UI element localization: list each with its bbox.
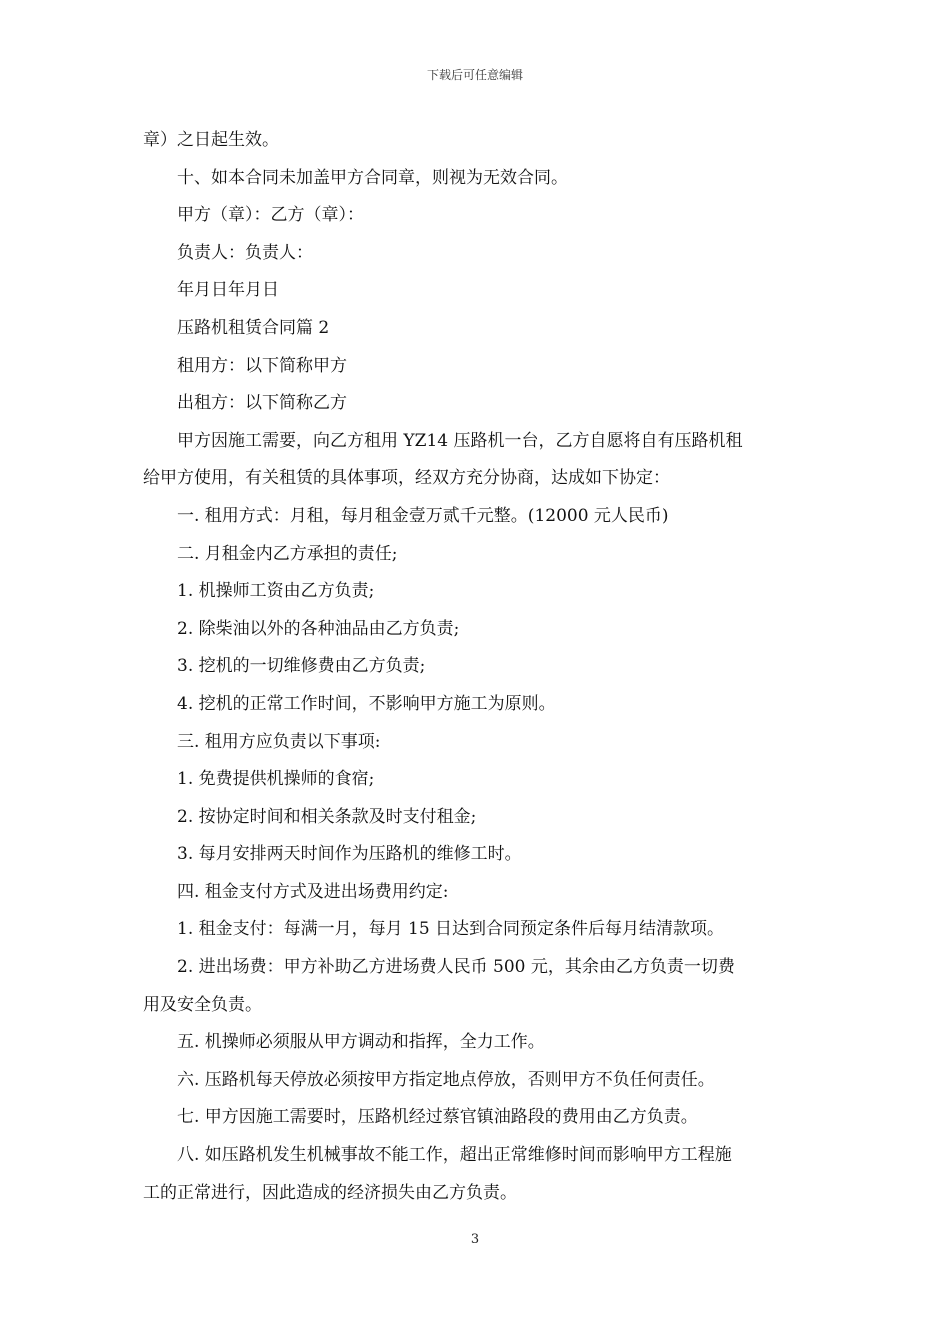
body-line-1: 章）之日起生效。 [143,130,279,150]
section-heading: 压路机租赁合同篇 2 [177,317,330,338]
body-line-7: 租用方：以下简称甲方 [177,355,347,376]
body-line-24: 用及安全负责。 [143,994,262,1015]
document-body [143,122,807,1212]
body-line-14: 2. 除柴油以外的各种油品由乙方负责; [177,618,460,639]
page-number: 3 [470,1232,480,1247]
body-line-15: 3. 挖机的一切维修费由乙方负责; [177,656,426,677]
body-line-18: 1. 免费提供机操师的食宿; [177,769,375,790]
body-line-9: 甲方因施工需要，向乙方租用 YZ14 压路机一台，乙方自愿将自有压路机租 [177,430,743,451]
body-line-20: 3. 每月安排两天时间作为压路机的维修工时。 [177,844,522,865]
body-line-25: 五. 机操师必须服从甲方调动和指挥，全力工作。 [177,1032,545,1053]
page-header: 下载后可任意编辑 [426,68,523,82]
body-line-4: 负责人：负责人： [177,242,313,263]
body-line-19: 2. 按协定时间和相关条款及时支付租金; [177,806,477,827]
body-line-23: 2. 进出场费：甲方补助乙方进场费人民币 500 元，其余由乙方负责一切费 [177,957,735,978]
body-line-29: 工的正常进行，因此造成的经济损失由乙方负责。 [143,1182,517,1203]
body-line-5: 年月日年月日 [177,280,279,301]
body-line-26: 六. 压路机每天停放必须按甲方指定地点停放，否则甲方不负任何责任。 [177,1069,715,1090]
body-line-13: 1. 机操师工资由乙方负责; [177,581,375,602]
body-line-17: 三. 租用方应负责以下事项: [177,731,381,752]
body-line-28: 八. 如压路机发生机械事故不能工作，超出正常维修时间而影响甲方工程施 [177,1145,732,1166]
body-line-27: 七. 甲方因施工需要时，压路机经过蔡官镇油路段的费用由乙方负责。 [177,1107,698,1128]
body-line-21: 四. 租金支付方式及进出场费用约定: [177,881,449,902]
body-line-10: 给甲方使用，有关租赁的具体事项，经双方充分协商，达成如下协定： [143,468,670,489]
body-line-3: 甲方（章）：乙方（章）： [177,205,364,226]
body-line-11: 一. 租用方式：月租，每月租金壹万贰千元整。(12000 元人民币) [177,505,669,526]
body-line-12: 二. 月租金内乙方承担的责任; [177,543,398,564]
body-line-8: 出租方：以下简称乙方 [177,393,347,414]
body-line-2: 十、如本合同未加盖甲方合同章，则视为无效合同。 [177,167,568,188]
body-line-16: 4. 挖机的正常工作时间，不影响甲方施工为原则。 [177,693,556,714]
body-line-22: 1. 租金支付：每满一月，每月 15 日达到合同预定条件后每月结清款项。 [177,919,725,940]
